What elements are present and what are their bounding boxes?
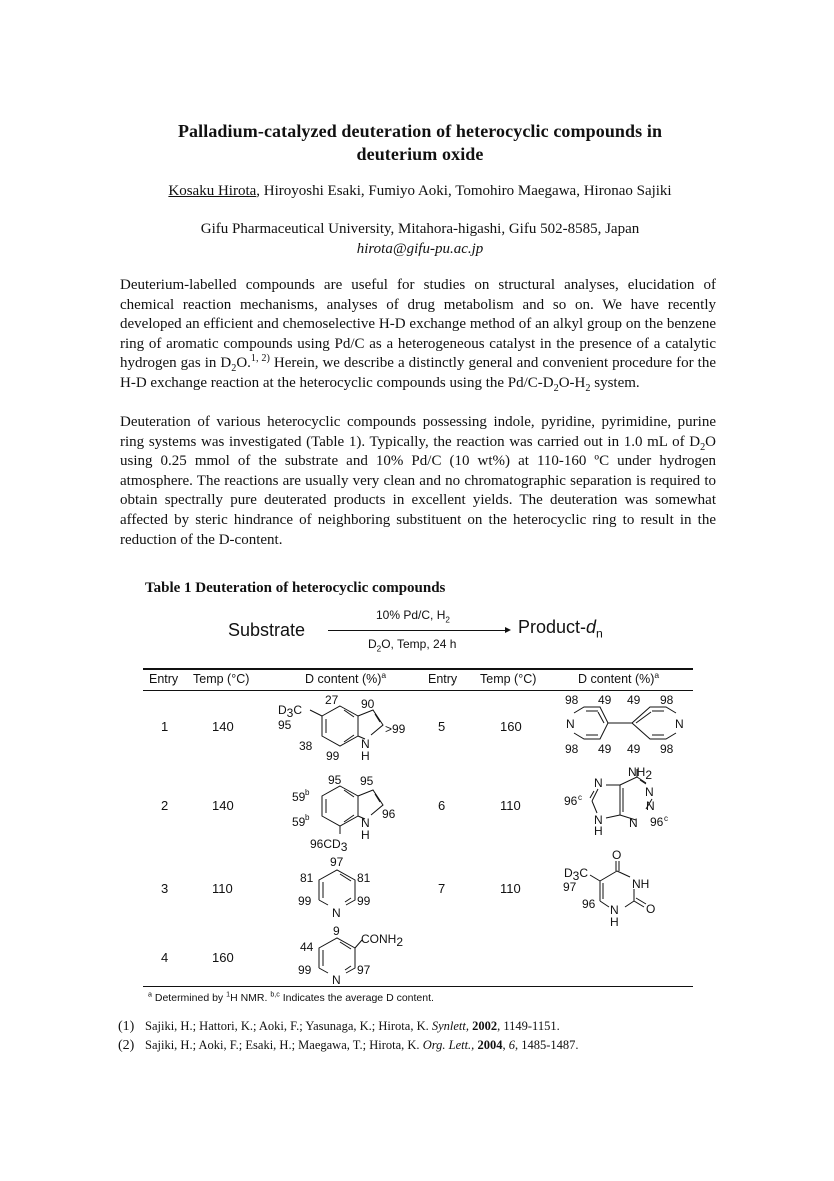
footnote-c: c (664, 814, 668, 823)
h-label: H (610, 915, 619, 929)
label-c4: 97 (330, 855, 344, 869)
methods-paragraph (120, 413, 716, 550)
n7-label: N (594, 776, 603, 790)
n-label: N (675, 717, 684, 731)
label-c2: 96 (650, 815, 664, 829)
n3-label: N (629, 816, 638, 830)
text-run: O using 0.25 mmol of the substrate and 10% Pd/C (10 wt%) at 110-160 ºC under hydrogen atmosphere. The reactions are usually very clean and no chromatographic separation is required to obtain spectrally pure deuterated products in excellent yields. The deuteration was somewhat affected by steric hindrance of neighboring substituent on the heterocyclic ring to result in the reduction of the D-content. (120, 433, 716, 548)
label-c6: 59 (292, 815, 306, 829)
nh2-label: NH2 (628, 765, 653, 782)
text-run: D (368, 637, 377, 651)
entry-1: 1 (161, 719, 169, 734)
citation-superscript: 1, 2) (250, 353, 270, 365)
nh-label: N (361, 737, 370, 751)
label-c3: 90 (361, 697, 375, 711)
entry-6: 6 (438, 798, 446, 813)
reference-year: 2004 (477, 1038, 503, 1052)
header-temp-left: Temp (°C) (193, 672, 250, 686)
text-run: Deuteration of various heterocyclic compounds possessing indole, pyridine, pyrimidine, purine ring systems was investigated (Table 1). Typically, the reaction was carried out in 1.0 mL of D (120, 414, 716, 450)
reference-year: 2002 (472, 1019, 498, 1033)
reaction-conditions-top (376, 608, 450, 625)
n3-adj-label: N (646, 799, 655, 813)
label-c2: 97 (357, 963, 371, 977)
temp-1: 140 (212, 719, 234, 734)
affiliation: Gifu Pharmaceutical University, Mitahora-higashi, Gifu 502-8585, Japan (200, 221, 640, 237)
nh-label: N (361, 816, 370, 830)
reference-journal: Org. Lett., (422, 1038, 475, 1052)
n-label: N (332, 906, 341, 920)
label-c6: 38 (299, 739, 313, 753)
label-c2: >99 (385, 722, 406, 736)
superscript: 1 (226, 990, 231, 999)
h-label: H (594, 824, 603, 838)
temp-3: 110 (212, 881, 233, 896)
n-label: N (566, 717, 575, 731)
reference-item (118, 1017, 578, 1036)
label-cd3: 95 (278, 718, 292, 732)
label-c3: 49 (598, 693, 612, 707)
reference-number: (2) (118, 1038, 135, 1053)
text-run: system. (590, 374, 640, 391)
header-dcontent-left (305, 669, 387, 686)
structure-pyridine (295, 855, 385, 925)
entry-3: 3 (161, 881, 169, 896)
paper-title (110, 120, 730, 166)
label-c2: 99 (298, 894, 312, 908)
subscript: 2 (231, 363, 237, 375)
text-run: Indicates the average D content. (279, 992, 434, 1004)
italic-d: d (586, 617, 597, 637)
reference-journal: Synlett, (431, 1019, 469, 1033)
footnote-b: b (305, 813, 310, 822)
temp-4: 160 (212, 950, 234, 965)
reference-number: (1) (118, 1019, 135, 1034)
cd3-group-label: D3C (278, 703, 303, 720)
label-c2: 96 (382, 807, 396, 821)
label-c2-prime: 98 (660, 693, 674, 707)
structure-7-methylindole (278, 770, 418, 855)
footnote-marker: a (148, 990, 152, 999)
footnote-marker: a (654, 669, 660, 680)
text-run: O. (236, 355, 251, 372)
title-line-1: Palladium-catalyzed deuteration of heterocyclic compounds in (177, 121, 663, 141)
structure-nicotinamide (295, 924, 425, 984)
reaction-arrow (328, 630, 508, 631)
affiliation-block (110, 219, 730, 259)
title-line-2: deuterium oxide (356, 144, 484, 164)
n-label: N (332, 973, 341, 984)
intro-paragraph (120, 276, 716, 394)
label-c4: 9 (333, 924, 340, 938)
temp-7: 110 (500, 881, 521, 896)
reference-item: (2) Sajiki, H.; Aoki, F.; Esaki, H.; Maegawa, T.; Hirota, K. Org. Lett., 2004, 6, 1485-1487. (118, 1038, 579, 1053)
header-entry-left: Entry (149, 672, 179, 686)
label-c6: 98 (565, 742, 579, 756)
subscript: 2 (376, 644, 382, 654)
footnote-marker: b,c (270, 990, 280, 999)
table-header-rule (143, 690, 693, 691)
o4-label: O (612, 848, 622, 862)
n9-label: N (594, 813, 603, 827)
cd3-group-label: D3C (564, 866, 589, 883)
temp-6: 110 (500, 798, 521, 813)
entry-4: 4 (161, 950, 169, 965)
subscript: 2 (585, 382, 591, 394)
subscript: 2 (553, 382, 559, 394)
product-label (518, 617, 603, 641)
table-caption: Table 1 Deuteration of heterocyclic compounds (145, 580, 446, 596)
entry-7: 7 (438, 881, 446, 896)
label-c6: 99 (357, 894, 371, 908)
label-cd3: 96CD3 (310, 837, 348, 854)
structure-bipyridine (560, 693, 690, 761)
arrow-head-icon (505, 627, 511, 633)
temp-5: 160 (500, 719, 522, 734)
text-run: Herein, we describe a distinctly general and convenient procedure for the H-D exchange reaction at the heterocyclic compounds using the Pd/C-D (120, 355, 716, 391)
structure-5-methylindole (272, 692, 412, 764)
label-c8: 96 (564, 794, 578, 808)
structure-thymine (560, 847, 690, 929)
text-run: D content (%) (578, 672, 655, 686)
text-run: 10% Pd/C, H (376, 608, 446, 622)
reference-list (118, 1017, 578, 1055)
reference-pages: , 1149-1151. (497, 1019, 560, 1033)
contact-email: hirota@gifu-pu.ac.jp (356, 241, 484, 257)
structure-adenine (560, 763, 690, 845)
text-run: O, Temp, 24 h (381, 637, 457, 651)
label-c7: 99 (326, 749, 340, 763)
subscript: 2 (445, 615, 450, 625)
label-c4: 27 (325, 693, 339, 707)
label-c5-prime: 49 (627, 742, 641, 756)
reference-authors: Sajiki, H.; Aoki, F.; Esaki, H.; Maegawa, T.; Hirota, K. (145, 1038, 423, 1052)
entry-5: 5 (438, 719, 446, 734)
label-c4: 95 (328, 773, 342, 787)
coauthors: , Hiroyoshi Esaki, Fumiyo Aoki, Tomohiro Maegawa, Hironao Sajiki (256, 183, 672, 199)
n1-label: N (645, 785, 654, 799)
reaction-scheme (228, 606, 648, 656)
reaction-conditions-bottom (368, 637, 457, 654)
reference-volume: 6 (508, 1038, 515, 1052)
label-c5: 59 (292, 790, 306, 804)
header-entry-right: Entry (428, 672, 458, 686)
footnote-c: c (578, 793, 582, 802)
table-top-rule (143, 668, 693, 670)
label-c3-prime: 49 (627, 693, 641, 707)
text-run: H NMR. (230, 992, 271, 1004)
label-c5: 81 (357, 871, 371, 885)
o2-label: O (646, 902, 656, 916)
label-cd3: 97 (563, 880, 577, 894)
text-run: O-H (558, 374, 586, 391)
n1-label: N (610, 903, 619, 917)
label-c6-prime: 98 (660, 742, 674, 756)
label-c5: 44 (300, 940, 314, 954)
label-c2: 98 (565, 693, 579, 707)
h-label: H (361, 828, 370, 842)
h-label: H (361, 749, 370, 763)
label-c6: 99 (298, 963, 312, 977)
author-list (110, 183, 730, 200)
footnote-b: b (305, 788, 310, 797)
table-bottom-rule (143, 986, 693, 987)
subscript: 2 (700, 441, 706, 453)
nh-label: NH (632, 877, 650, 891)
subscript: n (596, 626, 603, 641)
header-temp-right: Temp (°C) (480, 672, 537, 686)
label-c3: 81 (300, 871, 314, 885)
substrate-label: Substrate (228, 620, 306, 640)
presenting-author: Kosaku Hirota (168, 183, 257, 199)
header-dcontent-right (578, 669, 660, 686)
entry-2: 2 (161, 798, 169, 813)
conh2-label: CONH2 (361, 932, 404, 949)
temp-2: 140 (212, 798, 234, 813)
reference-pages: , 1485-1487. (514, 1038, 579, 1052)
label-c6: 96 (582, 897, 596, 911)
label-c5: 49 (598, 742, 612, 756)
text-run: Determined by (151, 992, 227, 1004)
label-c3: 95 (360, 774, 374, 788)
text-run: Deuterium-labelled compounds are useful for studies on structural analyses, elucidation of chemical reaction mechanisms, analyses of drug metabolism and so on. We have recently developed an efficient and chemoselective H-D exchange method of an alkyl group on the benzene ring of aromatic compounds using Pd/C as a heterogeneous catalyst in the presence of a catalytic hydrogen gas in D (120, 277, 716, 372)
footnote-marker: a (381, 669, 387, 680)
text-run: D content (%) (305, 672, 382, 686)
table-footnote (148, 992, 434, 1004)
reference-authors: Sajiki, H.; Hattori, K.; Aoki, F.; Yasunaga, K.; Hirota, K. (145, 1019, 432, 1033)
text-run: Product- (518, 617, 587, 637)
